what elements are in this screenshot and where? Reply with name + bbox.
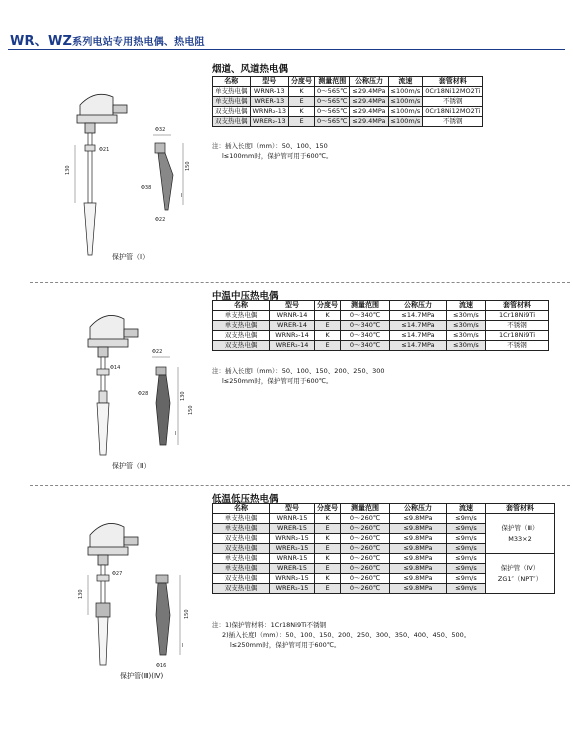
section-1-title: 烟道、风道热电偶 [212, 64, 289, 75]
cell: ≤9m/s [447, 514, 486, 524]
cell: 不锈钢 [423, 117, 483, 127]
col-header: 测量范围 [341, 504, 390, 514]
col-header: 测量范围 [315, 77, 350, 87]
dim-label: Φ27 [112, 571, 123, 577]
cell: ≤9m/s [447, 544, 486, 554]
cell: ≤9.8MPa [390, 554, 447, 564]
cell: ≤100m/s [388, 97, 423, 107]
section-2-table [212, 300, 549, 351]
dim-label: l [181, 193, 183, 199]
cell: 0～340℃ [341, 311, 390, 321]
table-row [213, 331, 549, 341]
material-line: 保护管（Ⅲ） [501, 523, 539, 532]
cell: ≤30m/s [447, 311, 486, 321]
cell: ≤14.7MPa [390, 321, 447, 331]
col-header: 公称压力 [390, 301, 447, 311]
cell: 0～340℃ [341, 321, 390, 331]
col-header: 型号 [250, 77, 289, 87]
cell: WRER-13 [250, 97, 289, 107]
cell: WRER₂-15 [270, 544, 315, 554]
junction-head-illustration [77, 94, 127, 133]
dim-label: Φ22 [155, 217, 166, 223]
cell: ≤100m/s [388, 87, 423, 97]
cell: 双支热电偶 [213, 117, 251, 127]
cell: 单支热电偶 [213, 554, 270, 564]
cell: ≤29.4MPa [350, 87, 388, 97]
cell: 不锈钢 [423, 97, 483, 107]
cell: 不锈钢 [486, 341, 549, 351]
section-1-table [212, 76, 483, 127]
cell: 0～565℃ [315, 117, 350, 127]
cell: 单支热电偶 [213, 311, 270, 321]
col-header: 型号 [270, 301, 315, 311]
cell: WRNR-14 [270, 311, 315, 321]
section-3-table [212, 503, 555, 594]
cell: WRER₂-13 [250, 117, 289, 127]
section-divider [30, 485, 570, 486]
cell: ≤9m/s [447, 584, 486, 594]
col-header: 型号 [270, 504, 315, 514]
junction-head-illustration [88, 523, 138, 565]
cell: E [315, 544, 341, 554]
note-line: l≤250mm时，保护管可用于600℃。 [230, 641, 341, 649]
page-title-main: WR、WZ [10, 34, 73, 49]
cell: 0Cr18Ni12MO2Ti [423, 87, 483, 97]
cell: 0～260℃ [341, 584, 390, 594]
col-header: 套管材料 [423, 77, 483, 87]
cell: 0～260℃ [341, 524, 390, 534]
cell: ≤100m/s [388, 107, 423, 117]
table-row [213, 554, 555, 564]
cell: 0～340℃ [341, 331, 390, 341]
col-header: 流速 [447, 301, 486, 311]
cell: 0～340℃ [341, 341, 390, 351]
dim-label: 130 [65, 165, 71, 175]
cell: K [315, 331, 341, 341]
cell: K [315, 574, 341, 584]
cell: 1Cr18Ni9Ti [486, 331, 549, 341]
section-3-notes [212, 620, 470, 650]
dim-label: Φ38 [141, 185, 152, 191]
cell: 0～565℃ [315, 87, 350, 97]
dim-label: 130 [180, 391, 186, 401]
cell: ≤29.4MPa [350, 107, 388, 117]
cell: 不锈钢 [486, 321, 549, 331]
cell: 双支热电偶 [213, 107, 251, 117]
cell: E [315, 564, 341, 574]
section-2-caption: 保护管（Ⅱ） [112, 462, 151, 470]
section-2-notes [212, 366, 385, 386]
cell: 1Cr18Ni9Ti [486, 311, 549, 321]
dim-label: Φ32 [155, 127, 166, 133]
cell: ≤9m/s [447, 524, 486, 534]
table-row [213, 87, 483, 97]
cell: ≤9m/s [447, 534, 486, 544]
cell: WRNR-15 [270, 554, 315, 564]
col-header: 套管材料 [486, 301, 549, 311]
note-line: 2)插入长度l（mm）：50、100、150、200、250、300、350、400、450、500。 [222, 631, 471, 639]
cell: ≤9m/s [447, 564, 486, 574]
section-2-title: 中温中压热电偶 [212, 291, 279, 302]
cell: 双支热电偶 [213, 331, 270, 341]
cell: ≤9m/s [447, 574, 486, 584]
cell: K [315, 311, 341, 321]
cell: ≤29.4MPa [350, 117, 388, 127]
material-cell [486, 554, 555, 594]
cell: ≤9.8MPa [390, 544, 447, 554]
section-3-title: 低温低压热电偶 [212, 494, 279, 505]
dim-label: Φ21 [99, 147, 110, 153]
col-header: 分度号 [289, 77, 315, 87]
dim-label: 150 [185, 161, 191, 171]
cell: 单支热电偶 [213, 564, 270, 574]
cell: 0～260℃ [341, 514, 390, 524]
cell: ≤14.7MPa [390, 311, 447, 321]
cell: ≤30m/s [447, 321, 486, 331]
table-row [213, 97, 483, 107]
cell: 单支热电偶 [213, 87, 251, 97]
note-line: l≤100mm时，保护管可用于600℃。 [222, 152, 333, 160]
material-cell [486, 514, 555, 554]
section-3-diagram [60, 515, 205, 675]
cell: ≤9.8MPa [390, 524, 447, 534]
cell: K [315, 554, 341, 564]
cell: 0～565℃ [315, 97, 350, 107]
cell: WRNR-15 [270, 514, 315, 524]
cell: ≤9.8MPa [390, 534, 447, 544]
cell: WRNR₂-14 [270, 331, 315, 341]
material-line: 保护管（Ⅳ） [500, 563, 540, 572]
cell: K [315, 534, 341, 544]
cell: ≤9m/s [447, 554, 486, 564]
cell: ≤100m/s [388, 117, 423, 127]
cell: 0～260℃ [341, 544, 390, 554]
cell: ≤9.8MPa [390, 564, 447, 574]
table-row [213, 514, 555, 524]
dim-label: l [182, 643, 184, 649]
note-line: 注：插入长度l（mm）：50、100、150、200、250、300 [212, 367, 385, 375]
col-header: 公称压力 [350, 77, 388, 87]
cell: E [289, 97, 315, 107]
cell: WRER-15 [270, 524, 315, 534]
cell: WRNR₂-15 [270, 534, 315, 544]
cell: 单支热电偶 [213, 524, 270, 534]
col-header: 流速 [388, 77, 423, 87]
section-1-diagram [55, 85, 205, 260]
cell: ≤14.7MPa [390, 331, 447, 341]
cell: WRNR-13 [250, 87, 289, 97]
cell: ≤14.7MPa [390, 341, 447, 351]
cell: 0～565℃ [315, 107, 350, 117]
section-divider [30, 282, 570, 283]
cell: 0～260℃ [341, 564, 390, 574]
cell: 双支热电偶 [213, 584, 270, 594]
cell: 单支热电偶 [213, 97, 251, 107]
section-1-notes [212, 141, 333, 161]
cell: WRER₂-15 [270, 584, 315, 594]
dim-label: 150 [188, 405, 194, 415]
cell: ≤30m/s [447, 331, 486, 341]
col-header: 名称 [213, 301, 270, 311]
material-line: M33×2 [508, 534, 532, 543]
cell: WRNR₂-15 [270, 574, 315, 584]
cell: E [315, 524, 341, 534]
cell: E [315, 584, 341, 594]
cell: K [289, 87, 315, 97]
cell: E [289, 117, 315, 127]
section-1-caption: 保护管（Ⅰ） [112, 253, 150, 261]
cell: ≤30m/s [447, 341, 486, 351]
cell: ≤9.8MPa [390, 574, 447, 584]
section-2-diagram [80, 305, 205, 460]
cell: 0～260℃ [341, 574, 390, 584]
dim-label: l [175, 431, 177, 437]
table-row [213, 117, 483, 127]
col-header: 分度号 [315, 301, 341, 311]
cell: 双支热电偶 [213, 544, 270, 554]
header-rule [8, 49, 565, 50]
material-line: ZG1″（NPT″） [497, 574, 543, 583]
cell: 单支热电偶 [213, 321, 270, 331]
page-title [10, 30, 205, 49]
cell: WRNR₂-13 [250, 107, 289, 117]
section-3-caption: 保护管(Ⅲ)(Ⅳ) [120, 672, 164, 680]
page-title-sub: 系列电站专用热电偶、热电阻 [72, 37, 205, 48]
cell: 双支热电偶 [213, 534, 270, 544]
cell: WRER-14 [270, 321, 315, 331]
table-row [213, 341, 549, 351]
note-line: l≤250mm时，保护管可用于600℃。 [222, 377, 333, 385]
note-line: 注：插入长度l（mm）：50、100、150 [212, 142, 328, 150]
col-header: 分度号 [315, 504, 341, 514]
cell: 单支热电偶 [213, 514, 270, 524]
cell: ≤9.8MPa [390, 514, 447, 524]
cell: WRER-15 [270, 564, 315, 574]
dim-label: Φ22 [152, 349, 163, 355]
cell: ≤9.8MPa [390, 584, 447, 594]
junction-head-illustration [88, 315, 138, 357]
cell: E [315, 321, 341, 331]
cell: K [289, 107, 315, 117]
cell: E [315, 341, 341, 351]
table-row [213, 311, 549, 321]
cell: 双支热电偶 [213, 341, 270, 351]
cell: ≤29.4MPa [350, 97, 388, 107]
table-row [213, 107, 483, 117]
cell: 0～260℃ [341, 534, 390, 544]
cell: 双支热电偶 [213, 574, 270, 584]
dim-label: 130 [78, 589, 84, 599]
col-header: 名称 [213, 77, 251, 87]
dim-label: 150 [184, 609, 190, 619]
cell: WRER₂-14 [270, 341, 315, 351]
cell: K [315, 514, 341, 524]
col-header: 测量范围 [341, 301, 390, 311]
col-header: 名称 [213, 504, 270, 514]
note-line: 注：1)保护管材料：1Cr18Ni9Ti不锈钢 [212, 621, 327, 629]
dim-label: Φ16 [156, 663, 167, 669]
table-row [213, 321, 549, 331]
dim-label: Φ28 [138, 391, 149, 397]
cell: 0Cr18Ni12MO2Ti [423, 107, 483, 117]
col-header: 套管材料 [486, 504, 555, 514]
cell: 0～260℃ [341, 554, 390, 564]
col-header: 公称压力 [390, 504, 447, 514]
col-header: 流速 [447, 504, 486, 514]
dim-label: Φ14 [110, 365, 121, 371]
